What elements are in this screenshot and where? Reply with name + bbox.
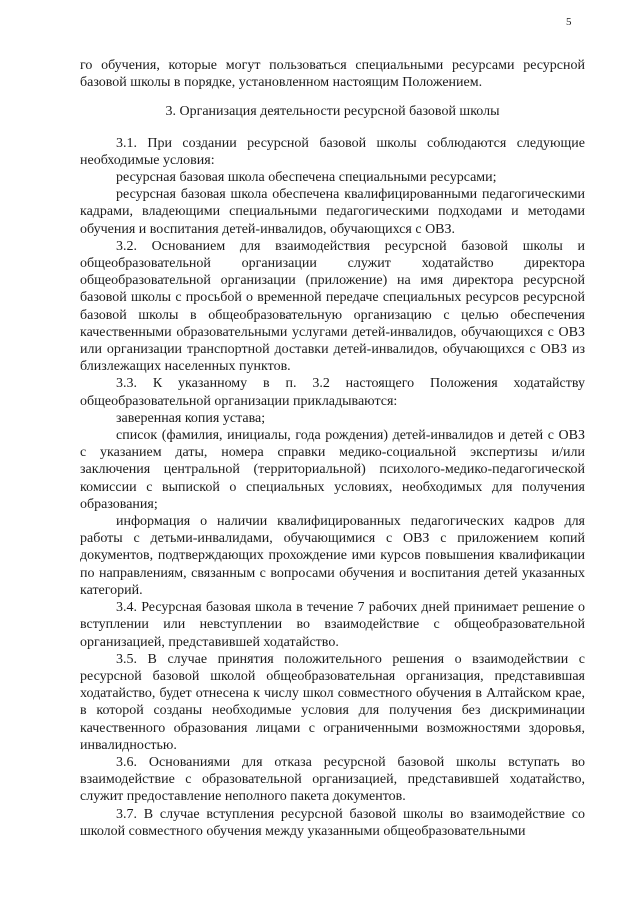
paragraph-3-5: 3.5. В случае принятия положительного решения о взаимодействии с ресурсной базовой школой общеобразовательная организация, представившая ходатайство, будет отнесена к числу школ совместного обучения в Алтайском крае, в которой созданы необходимые условия для получения без дискриминации качественного образования лицами с ограниченными возможностями здоровья, инвалидностью. xyxy=(80,651,585,753)
paragraph-3-2: 3.2. Основанием для взаимодействия ресурсной базовой школы и общеобразовательной организации служит ходатайство директора общеобразовательной организации (приложение) на имя директора ресурсной базовой школы с просьбой о временной передаче специальных ресурсов ресурсной базовой школы в общеобразовательную организацию с целью обеспечения качественными образовательными услугами детей-инвалидов, обучающихся с ОВЗ или организации транспортной доставки детей-инвалидов, обучающихся с ОВЗ из близлежащих населенных пунктов. xyxy=(80,238,585,375)
condition-resources: ресурсная базовая школа обеспечена специальными ресурсами; xyxy=(116,170,497,186)
paragraph-3-4: 3.4. Ресурсная базовая школа в течение 7 рабочих дней принимает решение о вступлении или невступлении во взаимодействие с общеобразовательной организацией, представившей ходатайство. xyxy=(80,600,585,650)
document-body xyxy=(80,57,585,840)
page-number: 5 xyxy=(566,16,572,28)
paragraph-3-3: 3.3. К указанному в п. 3.2 настоящего Положения ходатайству общеобразовательной организации прикладываются: xyxy=(80,376,585,409)
condition-staff: ресурсная базовая школа обеспечена квалифицированными педагогическими кадрами, владеющими специальными педагогическими подходами и методами обучения и воспитания детей-инвалидов, обучающихся с ОВЗ. xyxy=(80,187,585,237)
paragraph-3-1: 3.1. При создании ресурсной базовой школы соблюдаются следующие необходимые условия: xyxy=(80,135,585,168)
attachment-children-list: список (фамилия, инициалы, года рождения) детей-инвалидов и детей с ОВЗ с указанием даты, номера справки медико-социальной экспертизы и/или заключения центральной (территориальной) психолого-медико-педагогической комиссии с выпиской о специальных условиях, необходимых для получения образования; xyxy=(80,428,585,512)
attachment-staff-info: информация о наличии квалифицированных педагогических кадров для работы с детьми-инвалидами, обучающимися с ОВЗ с приложением копий документов, подтверждающих прохождение ими курсов повышения квалификации по направлениям, связанным с вопросами обучения и воспитания детей указанных категорий. xyxy=(80,514,585,598)
attachment-charter: заверенная копия устава; xyxy=(116,410,266,426)
paragraph-3-6: 3.6. Основаниями для отказа ресурсной базовой школы вступать во взаимодействие с образовательной организацией, представившей ходатайство, служит предоставление неполного пакета документов. xyxy=(80,754,585,805)
intro-paragraph: го обучения, которые могут пользоваться специальными ресурсами ресурсной базовой школы в порядке, установленном настоящим Положением. xyxy=(80,58,585,91)
section-heading: 3. Организация деятельности ресурсной базовой школы xyxy=(165,104,500,120)
paragraph-3-7: 3.7. В случае вступления ресурсной базовой школы во взаимодействие со школой совместного обучения между указанными общеобразовательными xyxy=(80,806,585,839)
